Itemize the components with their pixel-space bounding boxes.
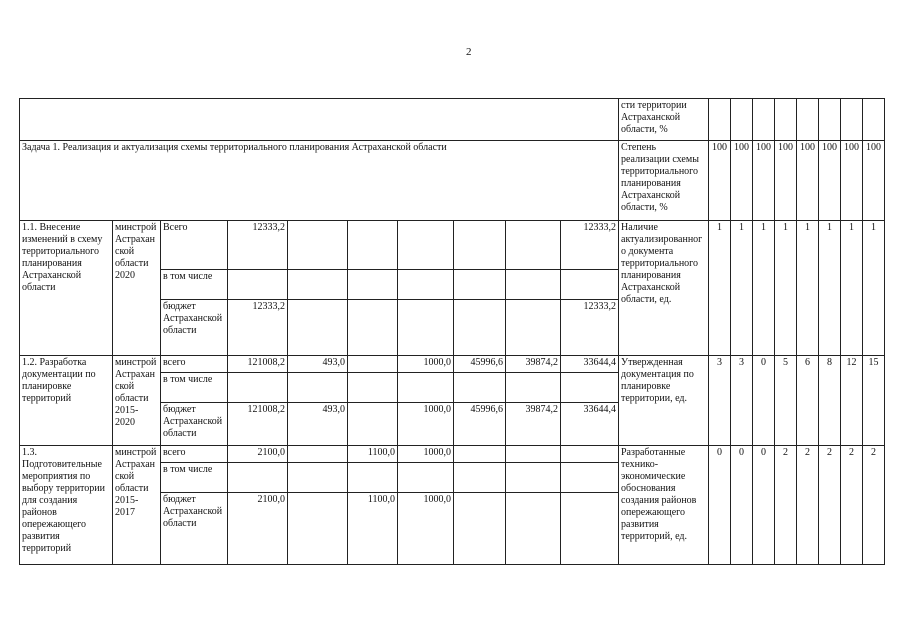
task-value: 100: [797, 141, 819, 221]
funding-label: в том числе: [161, 270, 228, 300]
funding-value: 121008,2: [228, 356, 288, 373]
indicator-value: 0: [731, 446, 753, 565]
funding-value: [288, 493, 348, 565]
top-indicator-text: сти территории Астраханской области, %: [619, 99, 709, 141]
table-row: [20, 356, 885, 373]
funding-value: [288, 446, 348, 463]
indicator-name: Разработанные технико-экономические обоснования создания районов опережающего развития территорий, ед.: [619, 446, 709, 565]
funding-value: 39874,2: [506, 403, 561, 446]
indicator-value: 1: [709, 221, 731, 356]
funding-value: [454, 221, 506, 270]
measure-executor: минстрой Астраханской области 2015-2017: [113, 446, 161, 565]
task-value: 100: [819, 141, 841, 221]
funding-value: [398, 270, 454, 300]
funding-value: [454, 493, 506, 565]
funding-value: [348, 403, 398, 446]
funding-value: [506, 493, 561, 565]
funding-value: [348, 356, 398, 373]
funding-label: Всего: [161, 221, 228, 270]
measure-name: 1.3. Подготовительные мероприятия по выбору территории для создания районов опережающего развития территорий: [20, 446, 113, 565]
top-indicator-row: [20, 99, 885, 141]
funding-value: [561, 373, 619, 403]
funding-value: 33644,4: [561, 356, 619, 373]
indicator-name: Наличие актуализированного документа территориального планирования Астраханской области, ед.: [619, 221, 709, 356]
funding-value: [454, 463, 506, 493]
task-value: 100: [841, 141, 863, 221]
task-value: 100: [731, 141, 753, 221]
funding-value: [348, 300, 398, 356]
funding-label: бюджет Астраханской области: [161, 300, 228, 356]
funding-value: 12333,2: [228, 300, 288, 356]
funding-value: [454, 300, 506, 356]
funding-value: [506, 446, 561, 463]
funding-value: 12333,2: [561, 300, 619, 356]
funding-label: бюджет Астраханской области: [161, 403, 228, 446]
indicator-value: 1: [797, 221, 819, 356]
table-row: [20, 221, 885, 270]
funding-value: [228, 373, 288, 403]
indicator-name: Утвержденная документация по планировке территории, ед.: [619, 356, 709, 446]
funding-value: [398, 221, 454, 270]
measure-executor: минстрой Астраханской области 2020: [113, 221, 161, 356]
task-indicator: Степень реализации схемы территориального планирования Астраханской области, %: [619, 141, 709, 221]
funding-value: [288, 221, 348, 270]
indicator-value: 2: [775, 446, 797, 565]
funding-value: 1000,0: [398, 403, 454, 446]
funding-label: в том числе: [161, 373, 228, 403]
funding-value: [506, 270, 561, 300]
task-row: [20, 141, 885, 221]
funding-label: в том числе: [161, 463, 228, 493]
funding-value: [288, 373, 348, 403]
indicator-value: 2: [841, 446, 863, 565]
indicator-value: 0: [753, 356, 775, 446]
funding-value: 1000,0: [398, 493, 454, 565]
funding-value: [506, 300, 561, 356]
program-table: [19, 98, 885, 565]
funding-value: 2100,0: [228, 446, 288, 463]
indicator-value: 12: [841, 356, 863, 446]
funding-value: [228, 463, 288, 493]
funding-value: [288, 463, 348, 493]
funding-value: [398, 300, 454, 356]
measure-name: 1.2. Разработка документации по планировке территорий: [20, 356, 113, 446]
indicator-value: 3: [731, 356, 753, 446]
funding-value: 12333,2: [561, 221, 619, 270]
indicator-value: 1: [819, 221, 841, 356]
funding-value: [506, 373, 561, 403]
funding-value: 45996,6: [454, 403, 506, 446]
funding-label: бюджет Астраханской области: [161, 493, 228, 565]
indicator-value: 1: [775, 221, 797, 356]
indicator-value: 2: [819, 446, 841, 565]
task-value: 100: [863, 141, 885, 221]
funding-value: [506, 463, 561, 493]
funding-value: 1100,0: [348, 493, 398, 565]
funding-value: [348, 463, 398, 493]
funding-value: [561, 446, 619, 463]
funding-label: всего: [161, 446, 228, 463]
measure-name: 1.1. Внесение изменений в схему территориального планирования Астраханской области: [20, 221, 113, 356]
funding-value: [506, 221, 561, 270]
blank-cell: [20, 99, 619, 141]
funding-value: 121008,2: [228, 403, 288, 446]
funding-value: [348, 373, 398, 403]
indicator-value: 1: [841, 221, 863, 356]
task-value: 100: [709, 141, 731, 221]
funding-value: 39874,2: [506, 356, 561, 373]
indicator-value: 2: [797, 446, 819, 565]
indicator-value: 6: [797, 356, 819, 446]
funding-value: [454, 446, 506, 463]
funding-value: [228, 270, 288, 300]
funding-value: [348, 270, 398, 300]
indicator-value: 3: [709, 356, 731, 446]
page-number: 2: [466, 46, 472, 58]
funding-value: [561, 270, 619, 300]
indicator-value: 5: [775, 356, 797, 446]
indicator-value: 1: [863, 221, 885, 356]
funding-value: 12333,2: [228, 221, 288, 270]
funding-value: 1100,0: [348, 446, 398, 463]
indicator-value: 2: [863, 446, 885, 565]
funding-value: [398, 463, 454, 493]
funding-value: [288, 300, 348, 356]
measure-executor: минстрой Астраханской области 2015-2020: [113, 356, 161, 446]
funding-value: 2100,0: [228, 493, 288, 565]
funding-value: 493,0: [288, 356, 348, 373]
funding-value: 33644,4: [561, 403, 619, 446]
task-title: Задача 1. Реализация и актуализация схемы территориального планирования Астраханской области: [20, 141, 619, 221]
task-value: 100: [753, 141, 775, 221]
funding-value: [454, 373, 506, 403]
funding-value: [398, 373, 454, 403]
funding-value: 45996,6: [454, 356, 506, 373]
indicator-value: 1: [753, 221, 775, 356]
funding-value: [348, 221, 398, 270]
funding-value: [454, 270, 506, 300]
funding-value: [561, 463, 619, 493]
table-row: [20, 446, 885, 463]
funding-label: всего: [161, 356, 228, 373]
funding-value: 1000,0: [398, 356, 454, 373]
indicator-value: 0: [753, 446, 775, 565]
funding-value: [288, 270, 348, 300]
funding-value: [561, 493, 619, 565]
indicator-value: 8: [819, 356, 841, 446]
indicator-value: 15: [863, 356, 885, 446]
task-value: 100: [775, 141, 797, 221]
indicator-value: 1: [731, 221, 753, 356]
funding-value: 1000,0: [398, 446, 454, 463]
funding-value: 493,0: [288, 403, 348, 446]
indicator-value: 0: [709, 446, 731, 565]
